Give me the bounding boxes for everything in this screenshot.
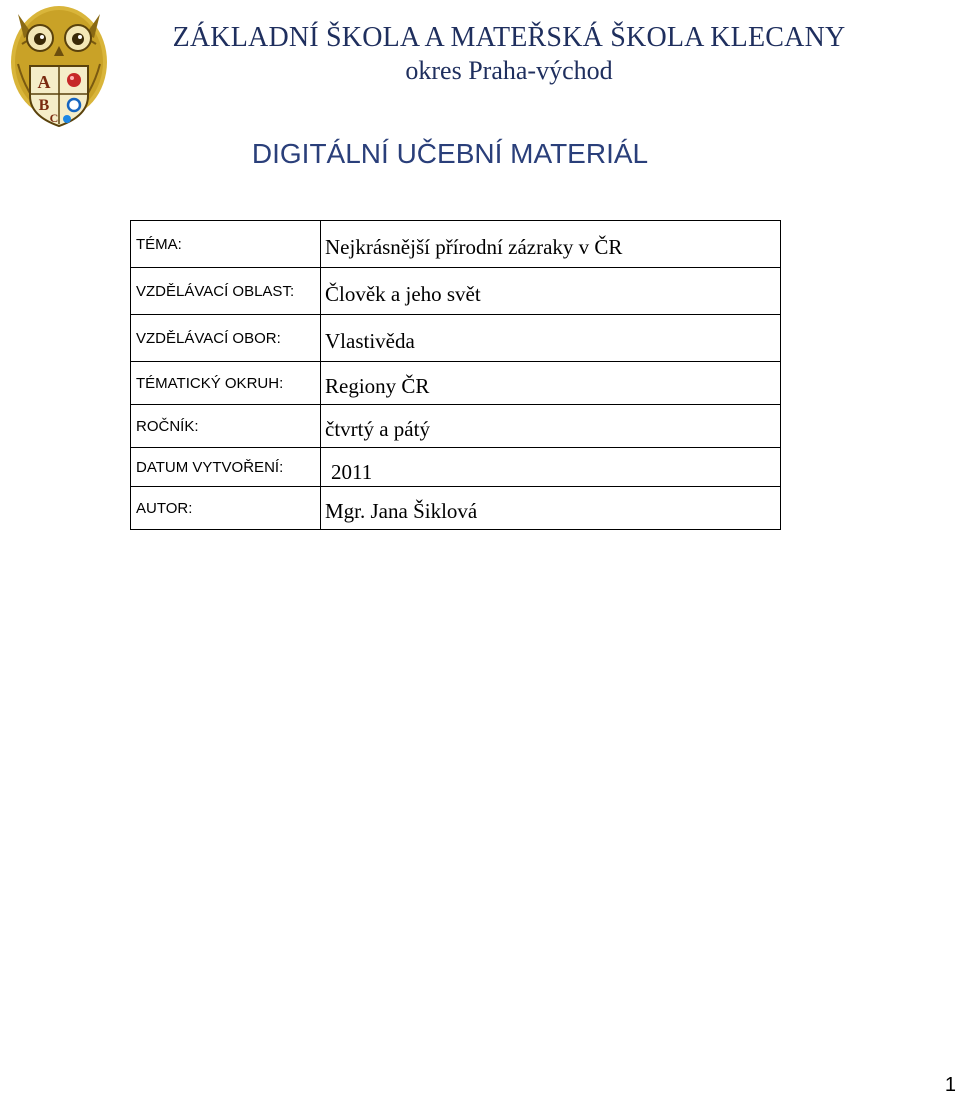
table-row bbox=[131, 362, 781, 405]
row-label-grade: ROČNÍK: bbox=[131, 405, 321, 448]
logo-letter-a: A bbox=[37, 72, 51, 92]
school-name: ZÁKLADNÍ ŠKOLA A MATEŘSKÁ ŠKOLA KLECANY bbox=[172, 22, 846, 53]
row-value-theme bbox=[321, 362, 781, 405]
table-row bbox=[131, 405, 781, 448]
date-text: 2011 bbox=[331, 459, 373, 484]
school-district: okres Praha-východ bbox=[405, 56, 613, 85]
table-row bbox=[131, 448, 781, 487]
topic-text: Nejkrásnější přírodní zázraky v ČR bbox=[325, 234, 623, 259]
table-row bbox=[131, 221, 781, 268]
table-row bbox=[131, 268, 781, 315]
row-value-field bbox=[321, 315, 781, 362]
logo-letter-c: C bbox=[49, 111, 59, 125]
row-label-theme: TÉMATICKÝ OKRUH: bbox=[131, 362, 321, 405]
document-title: DIGITÁLNÍ UČEBNÍ MATERIÁL bbox=[251, 138, 649, 169]
row-label-topic: TÉMA: bbox=[131, 221, 321, 268]
row-value-grade bbox=[321, 405, 781, 448]
row-value-author bbox=[321, 487, 781, 530]
owl-crest-icon bbox=[6, 4, 112, 130]
author-text: Mgr. Jana Šiklová bbox=[325, 498, 478, 523]
area-text: Člověk a jeho svět bbox=[325, 281, 481, 306]
table-row bbox=[131, 487, 781, 530]
row-value-date bbox=[321, 448, 781, 487]
school-logo bbox=[6, 4, 112, 130]
table-row bbox=[131, 315, 781, 362]
field-text: Vlastivěda bbox=[325, 328, 415, 353]
theme-text: Regiony ČR bbox=[325, 373, 430, 398]
page-number: 1 bbox=[944, 1074, 956, 1096]
row-label-field: VZDĚLÁVACÍ OBOR: bbox=[131, 315, 321, 362]
row-label-date: DATUM VYTVOŘENÍ: bbox=[131, 448, 321, 487]
row-value-topic bbox=[321, 221, 781, 268]
row-value-area bbox=[321, 268, 781, 315]
grade-text: čtvrtý a pátý bbox=[325, 416, 430, 441]
metadata-table bbox=[130, 220, 781, 530]
logo-letter-b: B bbox=[38, 97, 50, 114]
row-label-area: VZDĚLÁVACÍ OBLAST: bbox=[131, 268, 321, 315]
row-label-author: AUTOR: bbox=[131, 487, 321, 530]
